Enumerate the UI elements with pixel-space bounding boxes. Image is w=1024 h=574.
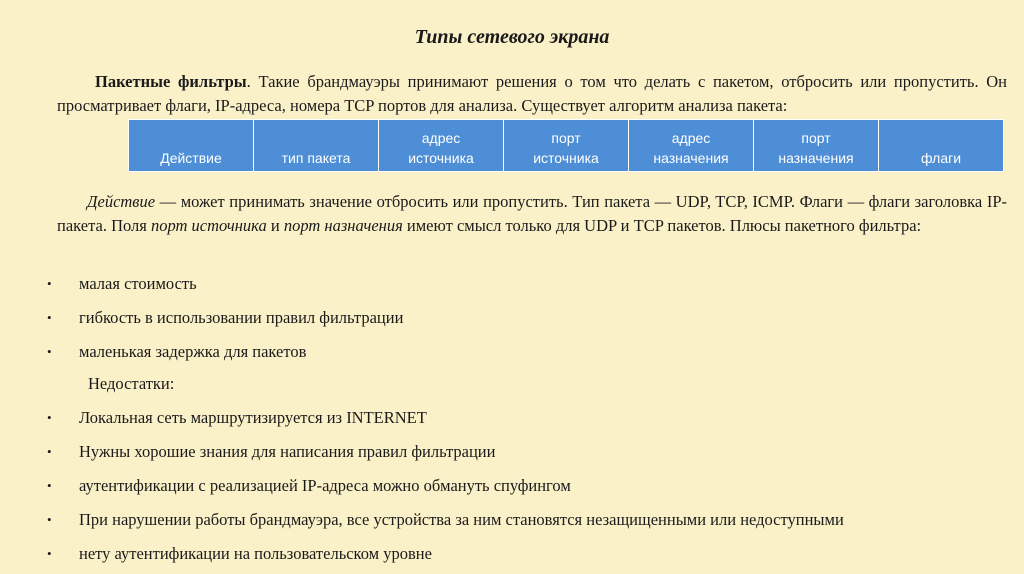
table-header-cell: адрес назначения [629,120,754,172]
bullet-icon: • [47,276,52,291]
description-text: — может принимать значение отбросить или пропустить. Тип пакета — UDP, TCP, ICMP. Флаги — флаги заголовка IP-пакета. Поля [57,192,1007,235]
table-row [129,120,1004,172]
description-text: и [266,216,284,235]
list-item: • малая стоимость [47,270,403,304]
advantages-list [47,270,403,372]
table-header-cell: адрес источника [379,120,504,172]
list-item: • Нужны хорошие знания для написания правил фильтрации [47,438,844,472]
list-item: • Локальная сеть маршрутизируется из INTERNET [47,404,844,438]
intro-text: . Такие брандмауэры принимают решения о том что делать с пакетом, отбросить или пропустить. Он просматривает флаги, IP-адреса, номера TCP портов для анализа. Существует алгоритм анализа пакета: [57,72,1007,115]
bullet-icon: • [47,512,52,527]
description-text: имеют смысл только для UDP и TCP пакетов. Плюсы пакетного фильтра: [402,216,922,235]
table-header-cell: порт назначения [754,120,879,172]
italic-term: порт источника [150,216,267,235]
table-header-cell: Действие [129,120,254,172]
bullet-icon: • [47,410,52,425]
intro-bold-term: Пакетные фильтры [95,72,247,91]
intro-paragraph [57,70,1007,118]
bullet-icon: • [47,546,52,561]
list-item: • аутентификации с реализацией IP-адреса можно обмануть спуфингом [47,472,844,506]
bullet-icon: • [47,310,52,325]
table-header-cell: порт источника [504,120,629,172]
bullet-icon: • [47,444,52,459]
description-paragraph [57,190,1007,238]
italic-term: Действие [87,192,156,211]
list-item: • маленькая задержка для пакетов [47,338,403,372]
list-item: • При нарушении работы брандмауэра, все устройства за ним становятся незащищенными или недоступными [47,506,844,540]
table-header-cell: флаги [879,120,1004,172]
page-title: Типы сетевого экрана [414,26,610,48]
table-header-cell: тип пакета [254,120,379,172]
disadvantages-list [47,404,844,574]
list-item: • нету аутентификации на пользовательском уровне [47,540,844,574]
disadvantages-label: Недостатки: [88,374,175,393]
packet-analysis-table [128,119,1004,172]
italic-term: порт назначения [283,216,403,235]
list-item: • гибкость в использовании правил фильтрации [47,304,403,338]
bullet-icon: • [47,344,52,359]
bullet-icon: • [47,478,52,493]
